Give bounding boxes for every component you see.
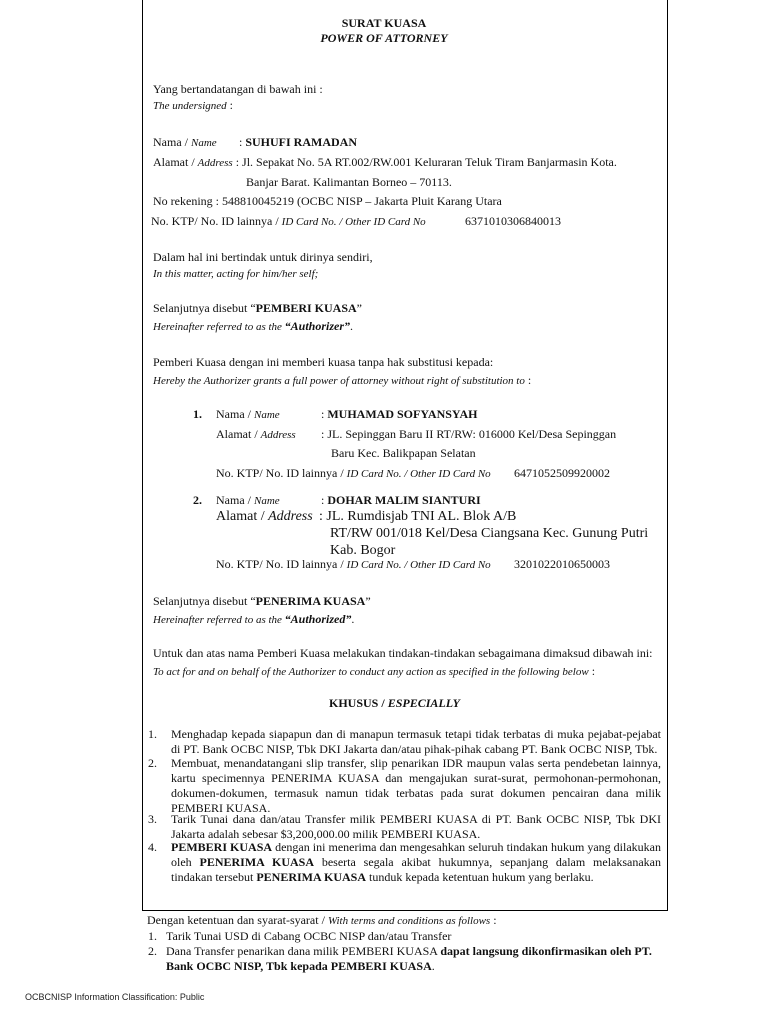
authorized-clause-id: Selanjutnya disebut “PENERIMA KUASA” — [153, 594, 371, 608]
attorney-1-number: 1. — [193, 407, 202, 421]
terms-intro: Dengan ketentuan dan syarat-syarat / With terms and conditions as follows : — [147, 913, 497, 927]
grant-clause-en: Hereby the Authorizer grants a full power of attorney without right of substitution to : — [153, 373, 532, 387]
self-clause-en: In this matter, acting for him/her self; — [153, 268, 319, 280]
grantor-name-row: Nama / Name — [153, 135, 217, 149]
attorney-2-ktp-value: 3201022010650003 — [514, 557, 610, 571]
document-title: SURAT KUASA — [341, 16, 427, 30]
authorized-clause-en: Hereinafter referred to as the “Authorized”. — [153, 612, 355, 626]
item-3-number: 3. — [148, 812, 157, 826]
attorney-2-name: : DOHAR MALIM SIANTURI — [321, 493, 481, 507]
attorney-1-ktp-value: 6471052509920002 — [514, 466, 610, 480]
act-clause-en: To act for and on behalf of the Authorizer to conduct any action as specified in the following below : — [153, 664, 596, 678]
grantor-ktp-row: No. KTP/ No. ID lainnya / ID Card No. / Other ID Card No — [151, 214, 426, 228]
document-subtitle: POWER OF ATTORNEY — [320, 31, 448, 45]
grantor-account: No rekening : 548810045219 (OCBC NISP – Jakarta Pluit Karang Utara — [153, 194, 502, 208]
attorney-1-address-label: Alamat / Address — [216, 427, 296, 441]
attorney-2-number: 2. — [193, 493, 202, 507]
special-heading: KHUSUS / ESPECIALLY — [329, 696, 460, 710]
terms-item-2-number: 2. — [148, 944, 157, 958]
terms-item-1-number: 1. — [148, 929, 157, 943]
terms-item-2-line2: Bank OCBC NISP, Tbk kepada PEMBERI KUASA. — [166, 959, 435, 973]
attorney-2-address-line2: RT/RW 001/018 Kel/Desa Ciangsana Kec. Gunung Putri — [330, 526, 649, 541]
terms-item-1-text: Tarik Tunai USD di Cabang OCBC NISP dan/atau Transfer — [166, 929, 452, 943]
grantor-name: : SUHUFI RAMADAN — [239, 135, 358, 149]
grantor-address-row: Alamat / Address : Jl. Sepakat No. 5A RT.002/RW.001 Keluraran Teluk Tiram Banjarmasin Kota. — [153, 155, 617, 169]
attorney-2-ktp-label: No. KTP/ No. ID lainnya / ID Card No. / Other ID Card No — [216, 557, 491, 571]
attorney-1-name: : MUHAMAD SOFYANSYAH — [321, 407, 478, 421]
attorney-1-name-label: Nama / Name — [216, 407, 280, 421]
item-2-text: Membuat, menandatangani slip transfer, slip penarikan IDR maupun valas serta pendebetan lainnya, kartu specimennya PENERIMA KUASA dan mengajukan surat-surat, permohonan-permohonan, dokumen-dokumen, termasuk namun tidak terbatas pada surat dokumen pencairan dana milik PEMBERI KUASA. — [171, 756, 661, 815]
undersigned-label: Yang bertandatangan di bawah ini : — [153, 82, 323, 96]
terms-item-2-line1: Dana Transfer penarikan dana milik PEMBERI KUASA dapat langsung dikonfirmasikan oleh PT. — [166, 944, 652, 958]
attorney-1-ktp-label: No. KTP/ No. ID lainnya / ID Card No. / Other ID Card No — [216, 466, 491, 480]
grant-clause-id: Pemberi Kuasa dengan ini memberi kuasa tanpa hak substitusi kepada: — [153, 355, 494, 369]
item-2-number: 2. — [148, 756, 157, 770]
item-1-text: Menghadap kepada siapapun dan di manapun termasuk tetapi tidak terbatas di muka pejabat-pejabat di PT. Bank OCBC NISP, Tbk DKI Jakarta dan/atau pihak-pihak cabang PT. Bank OCBC NISP, Tbk. — [171, 727, 661, 756]
authorizer-clause-id: Selanjutnya disebut “PEMBERI KUASA” — [153, 301, 362, 315]
act-clause-id: Untuk dan atas nama Pemberi Kuasa melakukan tindakan-tindakan sebagaimana dimaksud dibawah ini: — [153, 646, 653, 660]
attorney-2-name-label: Nama / Name — [216, 493, 280, 507]
attorney-2-address-line3: Kab. Bogor — [330, 543, 396, 558]
item-4-number: 4. — [148, 840, 157, 854]
attorney-1-address-line1: : JL. Sepinggan Baru II RT/RW: 016000 Kel/Desa Sepinggan — [321, 427, 617, 441]
classification-footer: OCBCNISP Information Classification: Public — [25, 992, 205, 1002]
grantor-ktp-value: 6371010306840013 — [465, 214, 561, 228]
grantor-address-line2: Banjar Barat. Kalimantan Borneo – 70113. — [246, 175, 452, 189]
attorney-1-address-line2: Baru Kec. Balikpapan Selatan — [331, 446, 476, 460]
item-3-text: Tarik Tunai dana dan/atau Transfer milik PEMBERI KUASA di PT. Bank OCBC NISP, Tbk DKI Jakarta adalah sebesar $3,200,000.00 milik PEMBERI KUASA. — [171, 812, 661, 841]
attorney-2-address-label: Alamat / Address — [216, 509, 313, 524]
item-1-number: 1. — [148, 727, 157, 741]
authorizer-clause-en: Hereinafter referred to as the “Authorizer”. — [153, 319, 354, 333]
item-4-text: PEMBERI KUASA dengan ini menerima dan mengesahkan seluruh tindakan hukum yang dilakukan oleh PENERIMA KUASA beserta segala akibat hukumnya, sepanjang dalam melaksanakan tindakan tersebut PENERIMA KUASA tunduk kepada ketentuan hukum yang berlaku. — [171, 840, 662, 884]
self-clause-id: Dalam hal ini bertindak untuk dirinya sendiri, — [153, 250, 373, 264]
undersigned-label-en: The undersigned : — [153, 98, 233, 112]
attorney-2-address-line1: : JL. Rumdisjab TNI AL. Blok A/B — [319, 509, 517, 524]
